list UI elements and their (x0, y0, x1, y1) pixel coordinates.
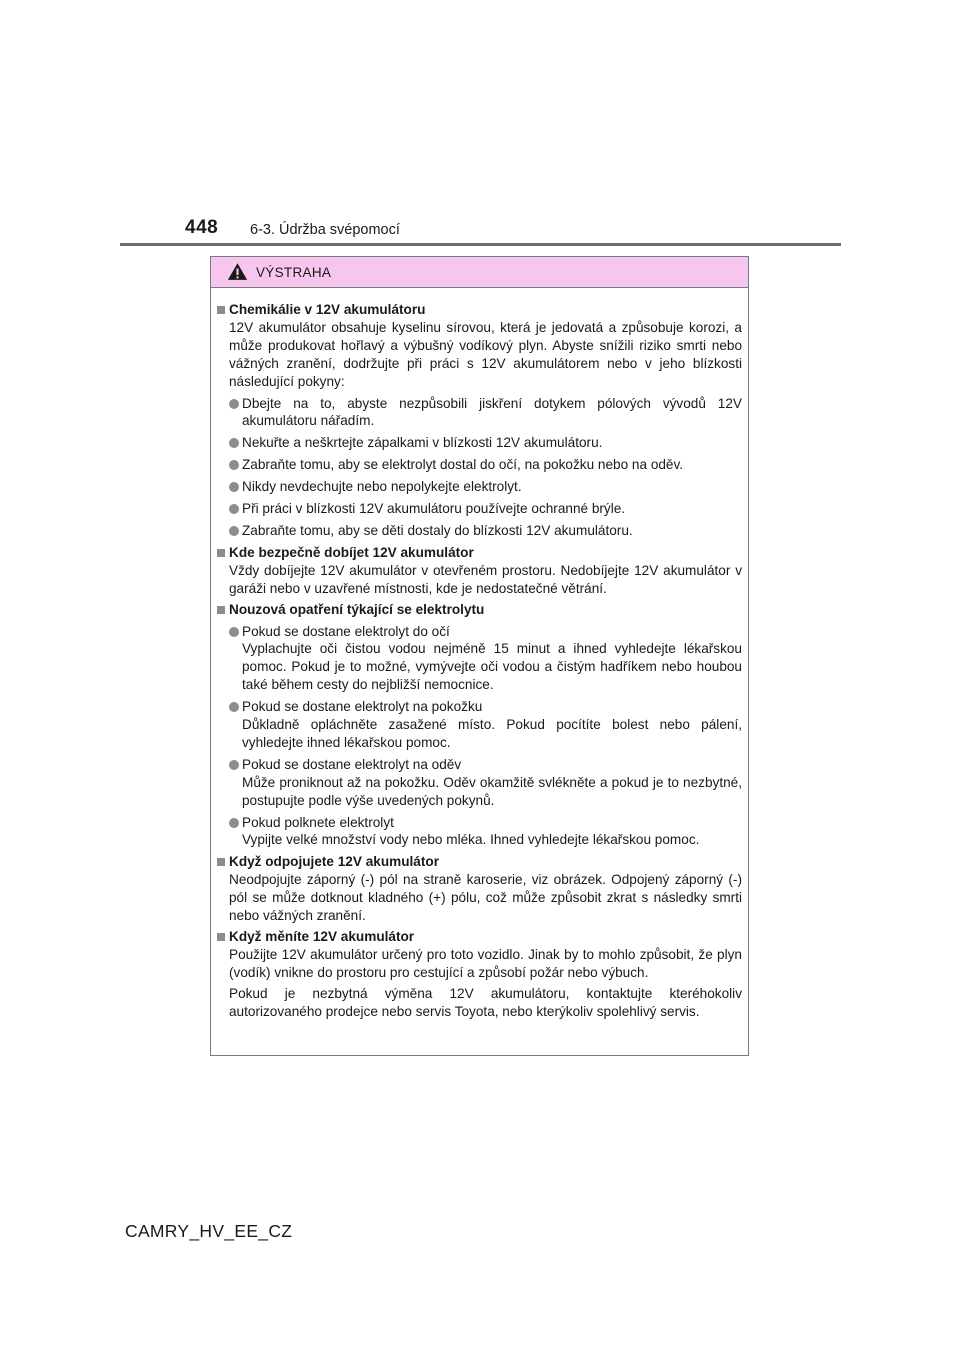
bullet-item (229, 814, 742, 850)
section-heading-text: Když měníte 12V akumulátor (229, 929, 415, 944)
circle-bullet-icon (229, 482, 239, 492)
bullet-body: Nikdy nevdechujte nebo nepolykejte elektrolyt. (242, 479, 522, 495)
square-bullet-icon (217, 606, 225, 614)
section-heading (217, 853, 742, 871)
circle-bullet-icon (229, 438, 239, 448)
bullet-item (229, 478, 742, 496)
bullet-body: Zabraňte tomu, aby se elektrolyt dostal do očí, na pokožku nebo na oděv. (242, 457, 684, 473)
section-paragraph: Pokud je nezbytná výměna 12V akumulátoru, kontaktujte kteréhokoliv autorizovaného prodejce nebo servis Toyota, nebo kterýkoliv spolehlivý servis. (229, 985, 742, 1019)
bullet-item (229, 698, 742, 752)
warning-body (211, 288, 748, 1021)
bullet-item (229, 434, 742, 452)
bullet-text (242, 814, 742, 850)
bullet-body: Vypijte velké množství vody nebo mléka. Ihned vyhledejte lékařskou pomoc. (242, 832, 700, 848)
square-bullet-icon (217, 549, 225, 557)
bullet-text (242, 434, 742, 452)
circle-bullet-icon (229, 399, 239, 409)
bullet-text (242, 478, 742, 496)
section-paragraph: Vždy dobíjejte 12V akumulátor v otevřeném prostoru. Nedobíjejte 12V akumulátor v garáži nebo v uzavřené místnosti, kde je nedostatečné větrání. (229, 562, 742, 596)
section-paragraph: Neodpojujte záporný (-) pól na straně karoserie, viz obrázek. Odpojený záporný (-) pól se může dotknout kladného (+) pólu, což může způsobit zkrat s následky smrti nebo vážných zranění. (229, 872, 742, 924)
warning-box (210, 256, 749, 1056)
bullet-text (242, 698, 742, 752)
bullet-body: Nekuřte a neškrtejte zápalkami v blízkosti 12V akumulátoru. (242, 435, 603, 451)
section-heading (217, 601, 742, 619)
circle-bullet-icon (229, 702, 239, 712)
warning-label: VÝSTRAHA (256, 264, 332, 280)
circle-bullet-icon (229, 627, 239, 637)
warning-section (217, 544, 742, 598)
section-heading-text: Nouzová opatření týkající se elektrolytu (229, 601, 485, 617)
bullet-item (229, 395, 742, 431)
square-bullet-icon (217, 306, 225, 314)
warning-section (217, 601, 742, 850)
bullet-text (242, 623, 742, 695)
circle-bullet-icon (229, 818, 239, 828)
warning-section (217, 928, 742, 1021)
square-bullet-icon (217, 933, 225, 941)
bullet-title: Pokud se dostane elektrolyt na oděv (242, 756, 462, 772)
circle-bullet-icon (229, 504, 239, 514)
circle-bullet-icon (229, 760, 239, 770)
warning-section (217, 301, 742, 540)
section-title: 6-3. Údržba svépomocí (250, 222, 400, 238)
section-heading (217, 544, 742, 562)
header-rule (120, 243, 841, 246)
page-number: 448 (185, 217, 219, 238)
section-heading-text: Kde bezpečně dobíjet 12V akumulátor (229, 544, 474, 560)
bullet-body: Dbejte na to, abyste nezpůsobili jiskření dotykem pólových vývodů 12V akumulátoru nářadím. (242, 395, 742, 429)
bullet-body: Zabraňte tomu, aby se děti dostaly do blízkosti 12V akumulátoru. (242, 522, 633, 538)
section-heading-text: Když odpojujete 12V akumulátor (229, 854, 439, 870)
circle-bullet-icon (229, 526, 239, 536)
section-heading-text: Chemikálie v 12V akumulátoru (229, 302, 426, 317)
bullet-text (242, 756, 742, 810)
bullet-text (242, 522, 742, 540)
bullet-item (229, 623, 742, 695)
section-paragraph: Použijte 12V akumulátor určený pro toto vozidlo. Jinak by to mohlo způsobit, že plyn (vodík) vnikne do prostoru pro cestující a způsobí požár nebo výbuch. (229, 946, 742, 980)
bullet-body: Při práci v blízkosti 12V akumulátoru používejte ochranné brýle. (242, 501, 626, 517)
bullet-body: Vyplachujte oči čistou vodou nejméně 15 minut a ihned vyhledejte lékařskou pomoc. Pokud je to možné, vymývejte oči vodou a čistým hadříkem nebo houbou také během cesty do nejbližší nemocnice. (242, 641, 742, 693)
section-heading (217, 928, 742, 946)
bullet-list (217, 623, 742, 850)
section-heading (217, 301, 742, 319)
bullet-body: Může proniknout až na pokožku. Oděv okamžitě svlékněte a pokud je to nezbytné, postupujte podle výše uvedených pokynů. (242, 774, 742, 808)
circle-bullet-icon (229, 460, 239, 470)
square-bullet-icon (217, 858, 225, 866)
bullet-text (242, 500, 742, 518)
document-code: CAMRY_HV_EE_CZ (125, 1221, 293, 1241)
section-paragraph: 12V akumulátor obsahuje kyselinu sírovou, která je jedovatá a způsobuje korozi, a může produkovat hořlavý a výbušný vodíkový plyn. Abyste snížili riziko smrti nebo vážných zranění, dodržujte při práci s 12V akumulátorem nebo v jeho blízkosti následující pokyny: (229, 319, 742, 389)
bullet-item (229, 756, 742, 810)
bullet-list (217, 395, 742, 540)
bullet-text (242, 456, 742, 474)
warning-header (211, 257, 748, 288)
bullet-item (229, 500, 742, 518)
warning-section (217, 853, 742, 925)
bullet-title: Pokud polknete elektrolyt (242, 814, 394, 830)
bullet-title: Pokud se dostane elektrolyt na pokožku (242, 699, 483, 715)
bullet-item (229, 456, 742, 474)
bullet-item (229, 522, 742, 540)
warning-triangle-icon (227, 262, 248, 281)
bullet-body: Důkladně opláchněte zasažené místo. Pokud pocítíte bolest nebo pálení, vyhledejte ihned lékařskou pomoc. (242, 717, 742, 750)
bullet-text (242, 395, 742, 431)
bullet-title: Pokud se dostane elektrolyt do očí (242, 623, 450, 639)
